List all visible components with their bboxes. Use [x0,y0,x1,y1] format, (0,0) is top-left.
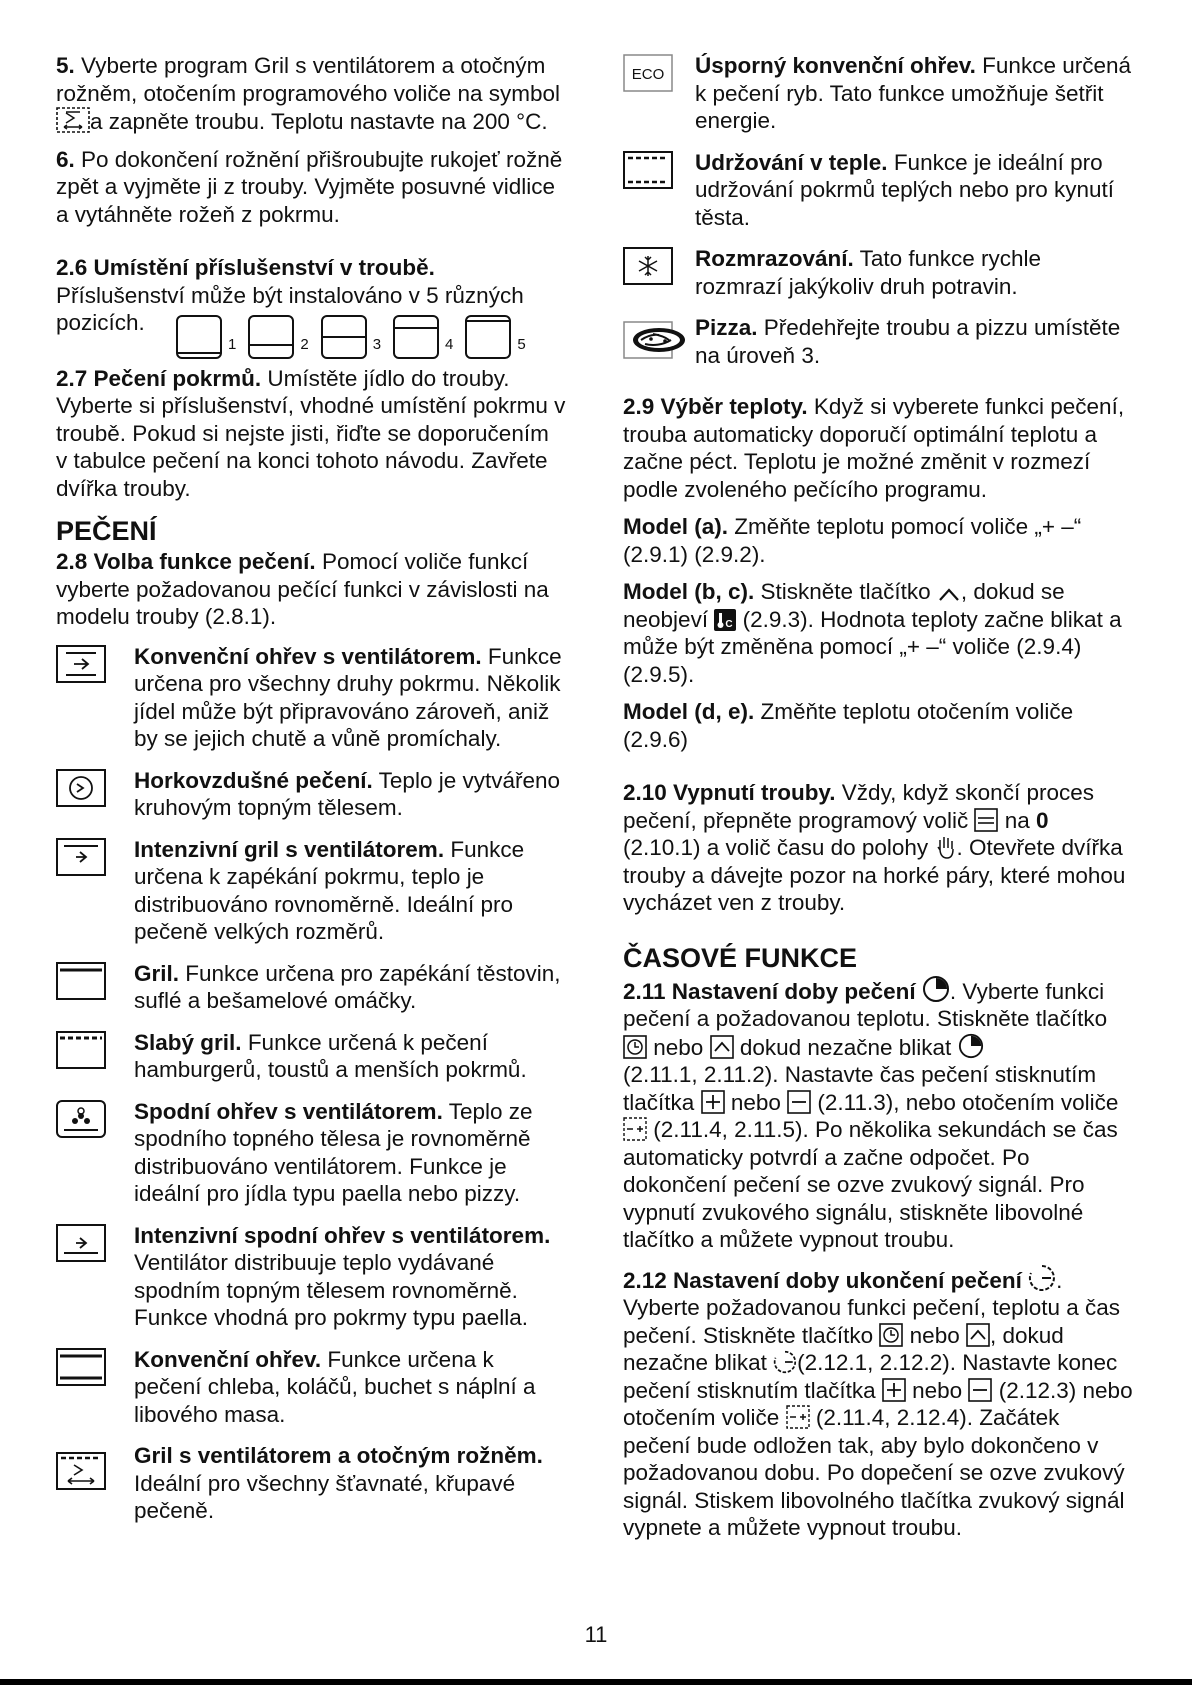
function-item: Intenzivní gril s ventilátorem. Funkce určena k zapékání pokrmu, teplo je distribuováno rovnoměrně. Ideální pro pečeně velkých rozměrů. [56,836,566,946]
hot-air-icon [56,769,106,807]
shelf-position-3-icon [321,315,367,359]
function-item: Gril s ventilátorem a otočným rožněm. Ideální pro všechny šťavnaté, křupavé pečeně. [56,1442,566,1525]
pizza-icon [623,316,673,354]
svg-text:ECO: ECO [631,66,665,83]
grill-rotisserie-icon [56,107,90,133]
minus-button-icon [968,1378,992,1402]
end-time-icon [1028,1264,1056,1292]
intensive-bottom-fan-icon [56,1224,106,1262]
model-a: Model (a). Změňte teplotu pomocí voliče „+ –“ (2.9.1) (2.9.2). [623,514,1082,567]
chevron-up-icon [937,585,961,603]
function-item: Horkovzdušné pečení. Teplo je vytvářeno kruhovým topným tělesem. [56,767,566,822]
cook-time-icon [922,975,950,1003]
shelf-position-4-icon [393,315,439,359]
section-2-12: 2.12 Nastavení doby ukončení pečení . Vyberte požadovanou funkci pečení, teplotu a čas pečení. Stiskněte tlačítko nebo , dokud nezačne blikat (2.12.1, 2.12.2). Nastavte konec pečení stisknutím tlačítka nebo (2.12.3) nebo otočením voliče (2.11.4, 2.12.4). Začátek pečení bude odložen tak, aby bylo dokončeno v požadovanou dobu. Po dopečení se ozve zvukový signál. Stiskem libovolného tlačítka zvukový signál vypnete a můžete vypnout troubu. [623,1264,1133,1542]
step-5: 5. Vyberte program Gril s ventilátorem a otočným rožněm, otočením programového voliče na symbol a zapněte troubu. Teplotu nastavte na 200 °C. [56,53,560,134]
conventional-heat-icon [56,1348,106,1386]
intensive-grill-fan-icon [56,838,106,876]
keep-warm-icon [623,151,673,189]
function-item: Konvenční ohřev s ventilátorem. Funkce určena pro všechny druhy pokrmu. Několik jídel může být připravováno zároveň, aniž by se jejich chutě a vůně promíchaly. [56,643,566,753]
model-bc: Model (b, c). Stiskněte tlačítko , dokud se neobjeví C (2.9.3). Hodnota teploty začne blikat a může být změněna pomocí „+ –“ voliče (2.9.4) (2.9.5). [623,579,1122,687]
function-item: Slabý gril. Funkce určená k pečení hamburgerů, toustů a menších pokrmů. [56,1029,566,1084]
shelf-position-2-icon [248,315,294,359]
shelf-position-5-icon [465,315,511,359]
function-item: ECO Úsporný konvenční ohřev. Funkce určená k pečení ryb. Tato funkce umožňuje šetřit energie. [623,52,1133,135]
section-2-9: 2.9 Výběr teploty. Když si vyberete funkci pečení, trouba automaticky doporučí optimální teplotu a začne péct. Teplotu je možné změnit v rozmezí podle zvoleného pečícího programu. [623,394,1125,502]
section-2-7: 2.7 Pečení pokrmů. Umístěte jídlo do trouby. Vyberte si příslušenství, vhodné umístění pokrmu v troubě. Pokud si nejste jisti, řiďte se doporučením v tabulce pečení na konci tohoto návodu. Zavřete dvířka trouby. [56,365,566,501]
function-item: Rozmrazování. Tato funkce rychle rozmrazí jakýkoliv druh potravin. [623,245,1133,300]
up-button-icon [966,1323,990,1347]
page-number: 11 [584,1622,608,1647]
heading-peceni: PEČENÍ [56,516,157,546]
function-item: Pizza. Předehřejte troubu a pizzu umístěte na úroveň 3. [623,314,1133,369]
bottom-heat-fan-icon [56,1100,106,1138]
defrost-icon [623,247,673,285]
section-2-11: 2.11 Nastavení doby pečení . Vyberte funkci pečení a požadovanou teplotu. Stiskněte tlačítko nebo dokud nezačne blikat (2.11.1, 2.11.2). Nastavte čas pečení stisknutím tlačítka nebo (2.11.3), nebo otočením voliče (2.11.4, 2.11.5). Po několika sekundách se čas automaticky potvrdí a začne odpočet. Po dokončení pečení se ozve zvukový signál. Pro vypnutí zvukového signálu, stiskněte libovolné tlačítko a můžete vypnout troubu. [623,975,1133,1254]
shelf-positions: 1 2 3 4 5 [176,315,566,359]
step-6: 6. Po dokončení rožnění přišroubujte rukojeť rožně zpět a vyjměte ji z trouby. Vyjměte posuvné vidlice a vytáhněte rožeň z pokrmu. [56,146,563,227]
section-2-6: 2.6 Umístění příslušenství v troubě. Příslušenství může být instalováno v 5 různých pozicích. [56,255,524,335]
function-item: Gril. Funkce určena pro zapékání těstovin, suflé a bešamelové omáčky. [56,960,566,1015]
right-column [623,52,1133,1552]
clock-button-icon [879,1323,903,1347]
hand-icon [934,835,956,859]
svg-text:C: C [725,618,733,630]
function-item: Konvenční ohřev. Funkce určena k pečení chleba, koláčů, buchet s náplní a libového masa. [56,1346,566,1429]
end-time-icon [773,1350,797,1374]
plus-button-icon [701,1090,725,1114]
plus-button-icon [882,1378,906,1402]
eco-icon [623,54,673,92]
plus-minus-knob-icon [623,1117,647,1141]
up-button-icon [710,1035,734,1059]
function-item: Intenzivní spodní ohřev s ventilátorem. Ventilátor distribuuje teplo vydávané spodním topným tělesem rovnoměrně. Funkce vhodná pro pokrmy typu paella. [56,1222,566,1332]
function-item: Udržování v teple. Funkce je ideální pro udržování pokrmů teplých nebo pro kynutí těsta. [623,149,1133,232]
program-selector-icon [974,808,998,832]
left-column [56,52,566,1539]
clock-button-icon [623,1035,647,1059]
temperature-icon [714,609,736,631]
section-2-8: 2.8 Volba funkce pečení. Pomocí voliče funkcí vyberte požadovanou pečící funkci v závislosti na modelu trouby (2.8.1). [56,549,549,629]
weak-grill-icon [56,1031,106,1069]
grill-icon [56,962,106,1000]
model-de: Model (d, e). Změňte teplotu otočením voliče (2.9.6) [623,699,1074,752]
cook-time-icon [958,1033,984,1059]
minus-button-icon [787,1090,811,1114]
heading-time-functions: ČASOVÉ FUNKCE [623,942,858,973]
bottom-bar [0,1679,1192,1685]
section-2-10: 2.10 Vypnutí trouby. Vždy, když skončí proces pečení, přepněte programový volič na 0 (2.10.1) a volič času do polohy . Otevřete dvířka trouby a dávejte pozor na horké páry, které mohou vycházet ven z trouby. [623,780,1126,915]
function-item: Spodní ohřev s ventilátorem. Teplo ze spodního topného tělesa je rovnoměrně distribuováno ventilátorem. Funkce je ideální pro jídla typu paella nebo pizzy. [56,1098,566,1208]
grill-rotisserie-icon [56,1452,106,1490]
convection-fan-icon [56,645,106,683]
shelf-position-1-icon [176,315,222,359]
plus-minus-knob-icon [786,1405,810,1429]
